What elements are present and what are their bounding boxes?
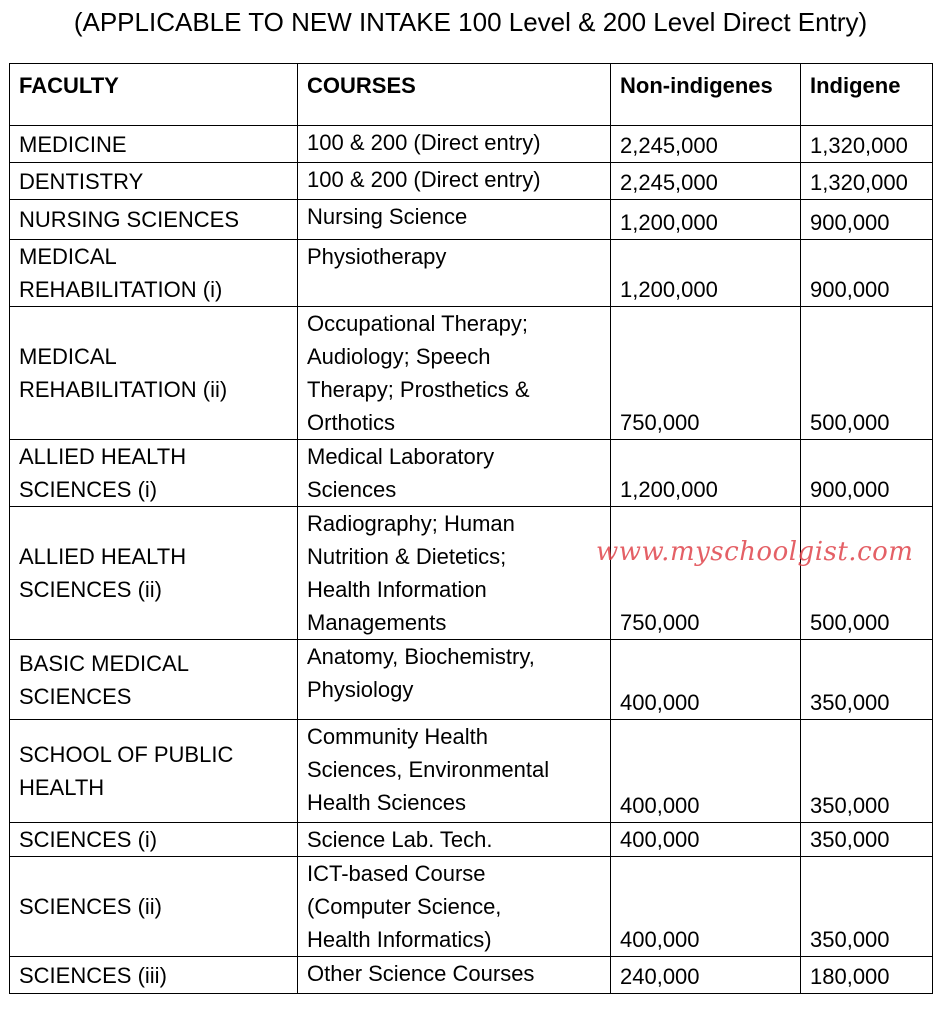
courses-cell-line: Therapy; Prosthetics & [307, 377, 530, 402]
courses-cell-line: Health Sciences [307, 790, 466, 815]
indigene-fee-cell: 900,000 [801, 440, 933, 507]
courses-cell [298, 957, 611, 994]
non-indigenes-fee-cell: 240,000 [611, 957, 801, 994]
faculty-cell-line: ALLIED HEALTH [19, 544, 187, 569]
non-indigenes-fee-cell: 750,000 [611, 507, 801, 640]
courses-cell-line: 100 & 200 (Direct entry) [307, 130, 541, 155]
faculty-cell-line: SCIENCES (iii) [19, 962, 167, 988]
faculty-cell [10, 640, 298, 720]
courses-cell-line: Nursing Science [307, 204, 468, 229]
courses-cell-line: Audiology; Speech [307, 344, 491, 369]
courses-cell-line: Community Health [307, 724, 488, 749]
indigene-fee-cell: 500,000 [801, 507, 933, 640]
indigene-fee-cell: 1,320,000 [801, 126, 933, 163]
faculty-cell-line: MEDICAL [19, 244, 117, 269]
faculty-cell-line: BASIC MEDICAL [19, 650, 189, 676]
courses-cell [298, 507, 611, 640]
non-indigenes-fee-cell: 400,000 [611, 640, 801, 720]
indigene-fee-cell: 350,000 [801, 720, 933, 823]
faculty-cell-line: SCHOOL OF PUBLIC [19, 742, 234, 767]
faculty-cell-line: REHABILITATION (i) [19, 277, 223, 302]
faculty-cell-line: SCIENCES (ii) [19, 894, 163, 919]
faculty-cell [10, 240, 298, 307]
faculty-cell [10, 957, 298, 994]
indigene-fee-cell: 350,000 [801, 640, 933, 720]
indigene-fee-cell: 900,000 [801, 200, 933, 240]
non-indigenes-fee-cell: 400,000 [611, 720, 801, 823]
table-row [10, 957, 933, 994]
fees-table [9, 63, 933, 994]
header-indigene: Indigene [801, 64, 933, 126]
table-row [10, 240, 933, 307]
table-row [10, 126, 933, 163]
faculty-cell-line: SCIENCES [19, 683, 132, 709]
faculty-cell [10, 200, 298, 240]
non-indigenes-fee-cell: 400,000 [611, 823, 801, 857]
courses-cell-line: Medical Laboratory [307, 444, 495, 469]
indigene-fee-cell: 500,000 [801, 307, 933, 440]
courses-cell-line: Sciences, Environmental [307, 757, 550, 782]
indigene-fee-cell: 350,000 [801, 857, 933, 957]
faculty-cell-line: ALLIED HEALTH [19, 444, 187, 469]
faculty-cell-line: MEDICINE [19, 131, 127, 157]
courses-cell-line: (Computer Science, [307, 894, 502, 919]
non-indigenes-fee-cell: 2,245,000 [611, 163, 801, 200]
courses-cell [298, 440, 611, 507]
courses-cell-line: 100 & 200 (Direct entry) [307, 167, 541, 192]
courses-cell-line: Science Lab. Tech. [307, 827, 493, 852]
faculty-cell [10, 163, 298, 200]
indigene-fee-cell: 900,000 [801, 240, 933, 307]
courses-cell [298, 720, 611, 823]
header-non-indigenes: Non-indigenes [611, 64, 801, 126]
table-header-row [10, 64, 933, 126]
courses-cell-line: Radiography; Human [307, 511, 515, 536]
table-row [10, 720, 933, 823]
courses-cell-line: Physiology [307, 677, 414, 702]
non-indigenes-fee-cell: 1,200,000 [611, 240, 801, 307]
faculty-cell-line: DENTISTRY [19, 168, 144, 194]
watermark: www.myschoolgist.com [596, 537, 914, 567]
courses-cell [298, 163, 611, 200]
table-row [10, 823, 933, 857]
courses-cell-line: Health Information [307, 577, 487, 602]
faculty-cell [10, 720, 298, 823]
courses-cell [298, 200, 611, 240]
courses-cell-line: Managements [307, 610, 447, 635]
faculty-cell [10, 857, 298, 957]
non-indigenes-fee-cell: 2,245,000 [611, 126, 801, 163]
faculty-cell-line: SCIENCES (i) [19, 827, 158, 852]
faculty-cell [10, 307, 298, 440]
courses-cell-line: Occupational Therapy; [307, 311, 528, 336]
courses-cell-line: Health Informatics) [307, 927, 492, 952]
courses-cell-line: ICT-based Course [307, 861, 486, 886]
table-row [10, 640, 933, 720]
faculty-cell-line: HEALTH [19, 775, 105, 800]
faculty-cell-line: MEDICAL [19, 344, 117, 369]
courses-cell-line: Other Science Courses [307, 961, 535, 986]
faculty-cell-line: REHABILITATION (ii) [19, 377, 228, 402]
faculty-cell [10, 440, 298, 507]
table-row [10, 857, 933, 957]
header-faculty: FACULTY [10, 64, 298, 126]
faculty-cell-line: SCIENCES (ii) [19, 577, 163, 602]
faculty-cell [10, 126, 298, 163]
table-row [10, 307, 933, 440]
courses-cell-line: Orthotics [307, 410, 396, 435]
courses-cell-line: Physiotherapy [307, 244, 447, 269]
non-indigenes-fee-cell: 750,000 [611, 307, 801, 440]
non-indigenes-fee-cell: 400,000 [611, 857, 801, 957]
courses-cell-line: Sciences [307, 477, 397, 502]
indigene-fee-cell: 1,320,000 [801, 163, 933, 200]
courses-cell [298, 126, 611, 163]
courses-cell [298, 640, 611, 720]
indigene-fee-cell: 350,000 [801, 823, 933, 857]
faculty-cell-line: SCIENCES (i) [19, 477, 158, 502]
indigene-fee-cell: 180,000 [801, 957, 933, 994]
table-row [10, 440, 933, 507]
courses-cell-line: Nutrition & Dietetics; [307, 544, 507, 569]
table-row [10, 507, 933, 640]
page-caption: (APPLICABLE TO NEW INTAKE 100 Level & 200 Level Direct Entry) [73, 7, 868, 37]
non-indigenes-fee-cell: 1,200,000 [611, 200, 801, 240]
non-indigenes-fee-cell: 1,200,000 [611, 440, 801, 507]
faculty-cell [10, 823, 298, 857]
courses-cell [298, 307, 611, 440]
faculty-cell [10, 507, 298, 640]
table-row [10, 200, 933, 240]
courses-cell-line: Anatomy, Biochemistry, [307, 644, 535, 669]
header-courses: COURSES [298, 64, 611, 126]
faculty-cell-line: NURSING SCIENCES [19, 207, 240, 232]
courses-cell [298, 857, 611, 957]
table-row [10, 163, 933, 200]
courses-cell [298, 823, 611, 857]
courses-cell [298, 240, 611, 307]
